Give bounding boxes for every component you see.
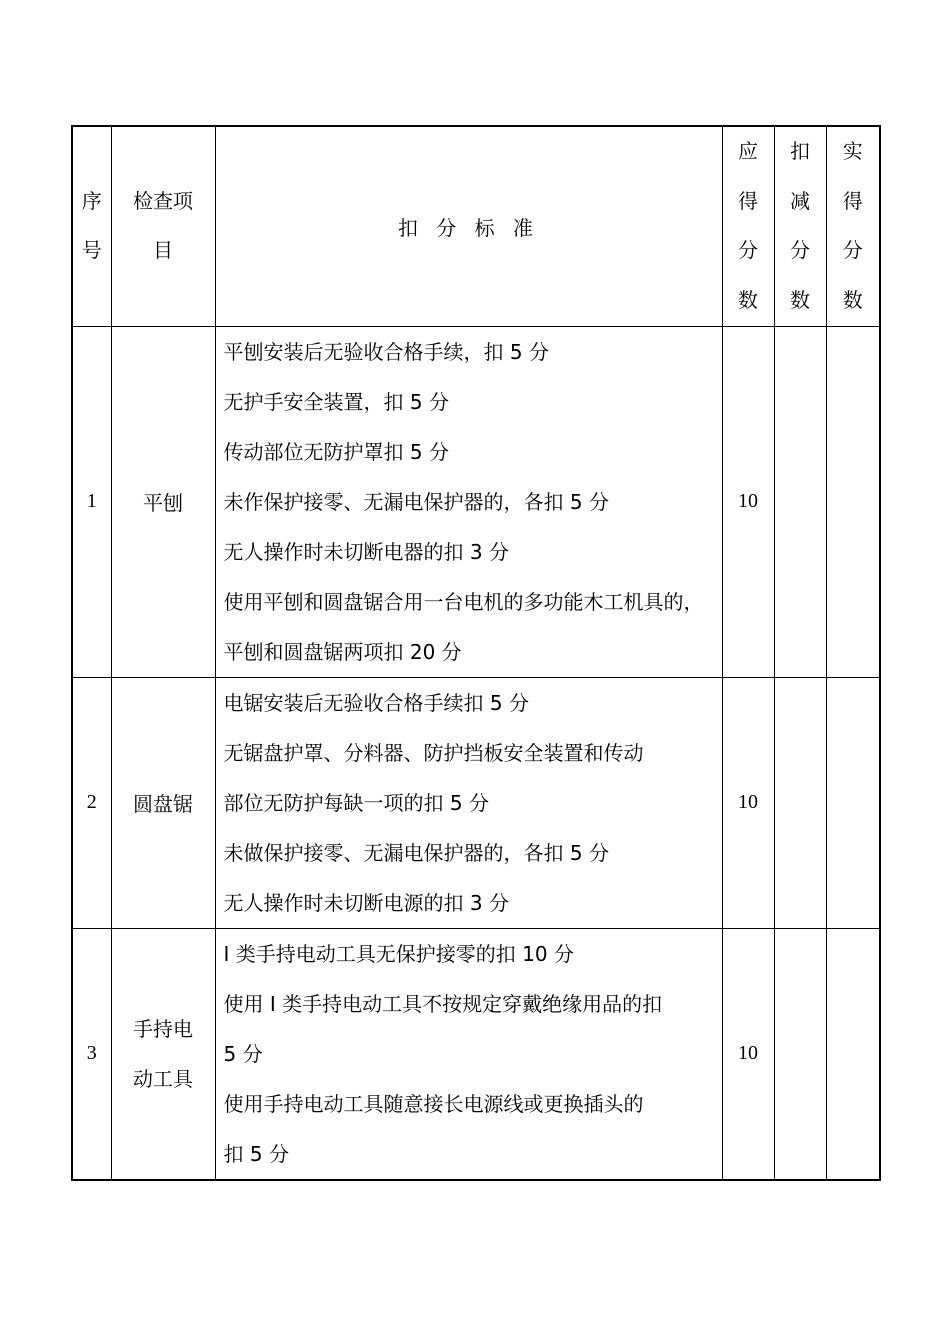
criteria-line: 无人操作时未切断电器的扣 3 分 bbox=[223, 539, 509, 564]
criteria-line: 传动部位无防护罩扣 5 分 bbox=[223, 439, 449, 464]
row-actual-score[interactable] bbox=[826, 928, 880, 1180]
criteria-line: 部位无防护每缺一项的扣 5 分 bbox=[223, 790, 489, 815]
inspection-table bbox=[71, 125, 881, 1181]
criteria-line: 扣 5 分 bbox=[223, 1141, 289, 1166]
header-seq: 序号 bbox=[72, 126, 111, 326]
criteria-line: 平刨安装后无验收合格手续，扣 5 分 bbox=[223, 339, 549, 364]
row-actual-score[interactable] bbox=[826, 677, 880, 928]
row-criteria bbox=[215, 928, 722, 1180]
criteria-line: 未做保护接零、无漏电保护器的，各扣 5 分 bbox=[223, 840, 609, 865]
criteria-line: 无人操作时未切断电源的扣 3 分 bbox=[223, 890, 509, 915]
row-item: 平刨 bbox=[111, 326, 215, 677]
row-actual-score[interactable] bbox=[826, 326, 880, 677]
criteria-line: 使用 I 类手持电动工具不按规定穿戴绝缘用品的扣 bbox=[223, 991, 663, 1016]
criteria-line: 使用手持电动工具随意接长电源线或更换插头的 bbox=[223, 1091, 644, 1116]
table-row bbox=[72, 326, 880, 677]
row-due-score: 10 bbox=[722, 326, 774, 677]
row-deduct-score[interactable] bbox=[774, 928, 826, 1180]
row-seq: 2 bbox=[72, 677, 111, 928]
table-row bbox=[72, 928, 880, 1180]
header-due-score: 应得分数 bbox=[722, 126, 774, 326]
table-row bbox=[72, 677, 880, 928]
header-row bbox=[72, 126, 880, 326]
criteria-line: 平刨和圆盘锯两项扣 20 分 bbox=[223, 639, 462, 664]
criteria-line: 电锯安装后无验收合格手续扣 5 分 bbox=[223, 690, 529, 715]
header-actual-score: 实得分数 bbox=[826, 126, 880, 326]
row-item: 手持电 动工具 bbox=[111, 928, 215, 1180]
row-criteria bbox=[215, 677, 722, 928]
row-deduct-score[interactable] bbox=[774, 677, 826, 928]
header-item: 检查项目 bbox=[111, 126, 215, 326]
row-seq: 1 bbox=[72, 326, 111, 677]
criteria-line: 无锯盘护罩、分料器、防护挡板安全装置和传动 bbox=[223, 740, 644, 765]
criteria-line: I 类手持电动工具无保护接零的扣 10 分 bbox=[223, 941, 574, 966]
criteria-line: 未作保护接零、无漏电保护器的，各扣 5 分 bbox=[223, 489, 609, 514]
row-deduct-score[interactable] bbox=[774, 326, 826, 677]
row-due-score: 10 bbox=[722, 928, 774, 1180]
row-seq: 3 bbox=[72, 928, 111, 1180]
criteria-line: 使用平刨和圆盘锯合用一台电机的多功能木工机具的， bbox=[223, 589, 704, 614]
row-criteria bbox=[215, 326, 722, 677]
row-due-score: 10 bbox=[722, 677, 774, 928]
criteria-line: 5 分 bbox=[223, 1041, 263, 1066]
criteria-line: 无护手安全装置，扣 5 分 bbox=[223, 389, 449, 414]
header-deduct-score: 扣减分数 bbox=[774, 126, 826, 326]
header-standard: 扣 分 标 准 bbox=[215, 126, 722, 326]
row-item: 圆盘锯 bbox=[111, 677, 215, 928]
